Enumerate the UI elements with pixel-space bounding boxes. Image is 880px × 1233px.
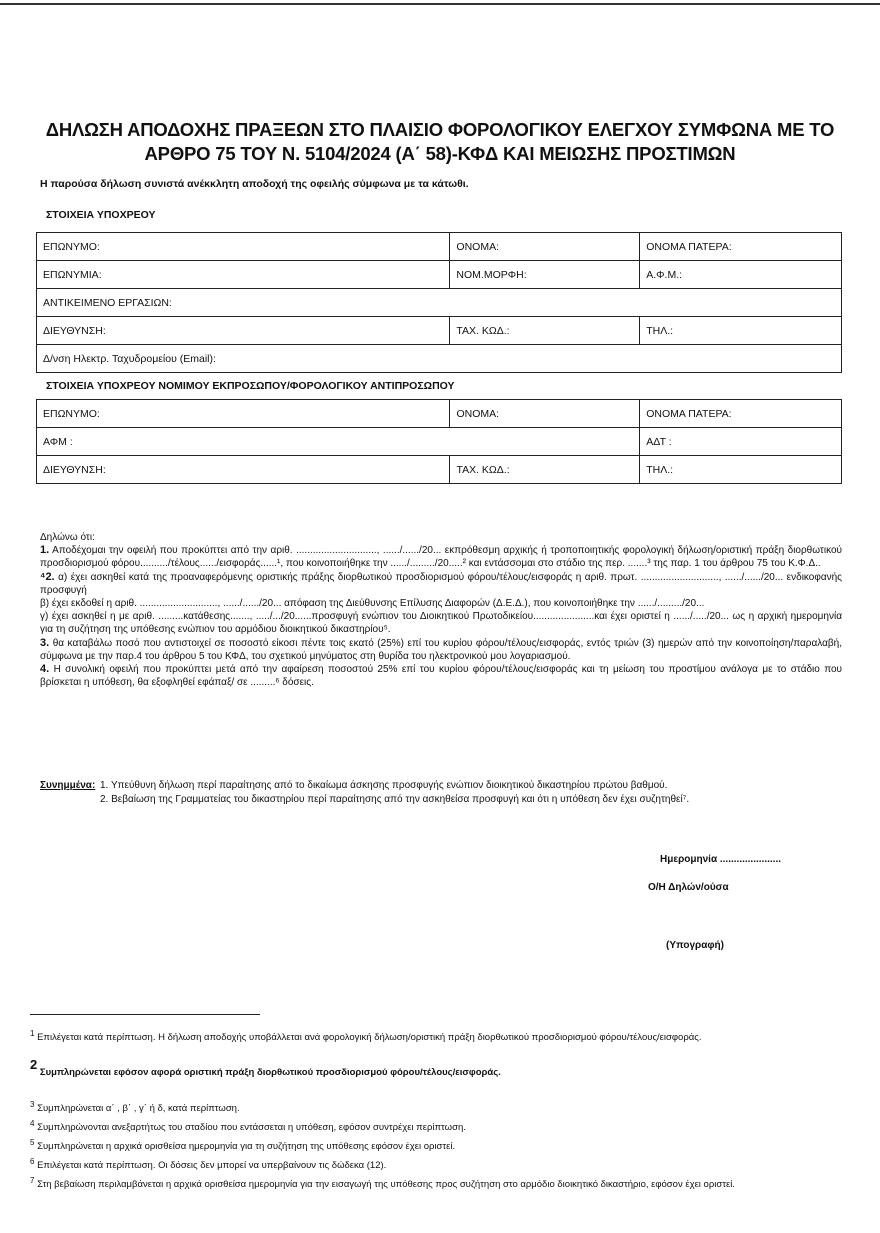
declaration-heading: Δηλώνω ότι: xyxy=(40,532,95,543)
representative-heading: ΣΤΟΙΧΕΙΑ ΥΠΟΧΡΕΟΥ ΝΟΜΙΜΟΥ ΕΚΠΡΟΣΩΠΟΥ/ΦΟΡΟΛΟΓΙΚΟΥ ΑΝΤΙΠΡΟΣΩΠΟΥ xyxy=(46,380,455,392)
footnote-1-text: Επιλέγεται κατά περίπτωση. Η δήλωση αποδοχής υποβάλλεται ανά φορολογική δήλωση/οριστική πράξη διορθωτικού προσδιορισμού φόρου/τέλους/εισφοράς. xyxy=(37,1032,702,1043)
footnote-2-mark: 2 xyxy=(30,1057,38,1072)
item-4-text: Η συνολική οφειλή που προκύπτει μετά από την αφαίρεση ποσοστού 25% επί του κυρίου φόρου/τέλους/εισφοράς και τη μείωση του προστίμου ανάλογα με το στάδιο που βρίσκεται η υπόθεση, θα εξοφληθεί εφάπαξ/ σε .........⁶ δόσεις. xyxy=(40,664,842,689)
footnote-4-mark: 4 xyxy=(30,1118,35,1128)
item-1-text: Αποδέχομαι την οφειλή που προκύπτει από την αριθ. ............................., ....../....../20... εκπρόθεσμη αρχικής ή τροποποιητικής φορολογική δήλωση/οριστική πράξη διορθωτικού προσδιορισμού φόρου........../τέλους....../εισφοράς......¹, που κοινοποιήθηκε την ....../........./20.....² και εντάσσομαι στο στάδιο της περ. .......³ της παρ. 1 του άρθρου 75 του Κ.Φ.Δ.. xyxy=(40,545,842,570)
declaration-item-4 xyxy=(40,663,842,689)
attachments-label: Συνημμένα: xyxy=(40,780,96,791)
attachment-item-1: 1. Υπεύθυνη δήλωση περί παραίτησης από το δικαίωμα άσκησης προσφυγής ενώπιον διοικητικού δικαστηρίου πρώτου βαθμού. xyxy=(100,780,668,791)
footnote-7 xyxy=(30,1175,840,1191)
footnote-1-mark: 1 xyxy=(30,1028,35,1038)
item-4-number: 4. xyxy=(40,663,50,676)
intro-text: Η παρούσα δήλωση συνιστά ανέκκλητη αποδοχή της οφειλής σύμφωνα με τα κάτωθι. xyxy=(40,178,469,190)
declaration-item-3 xyxy=(40,637,842,663)
attachments-list xyxy=(100,779,820,807)
footnote-4 xyxy=(30,1118,840,1134)
footnote-1 xyxy=(30,1028,840,1044)
footnote-6-text: Επιλέγεται κατά περίπτωση. Οι δόσεις δεν μπορεί να υπερβαίνουν τις δώδεκα (12). xyxy=(37,1160,387,1171)
declaration-block xyxy=(40,531,842,689)
rep-surname-field[interactable]: ΕΠΩΝΥΜΟ: xyxy=(37,400,450,428)
footnote-7-text: Στη βεβαίωση περιλαμβάνεται η αρχικά ορισθείσα ημερομηνία για την εισαγωγή της υπόθεσης προς συζήτηση στο αρμόδιο διοικητικό δικαστήριο, εφόσον έχει οριστεί. xyxy=(37,1179,735,1190)
obligor-company-field[interactable]: ΕΠΩΝΥΜΙΑ: xyxy=(37,261,450,289)
rep-adt-field[interactable]: ΑΔΤ : xyxy=(640,428,842,456)
rep-postcode-field[interactable]: ΤΑΧ. ΚΩΔ.: xyxy=(450,456,640,484)
footnote-5-mark: 5 xyxy=(30,1137,35,1147)
footnote-3-text: Συμπληρώνεται α΄ , β΄ , γ΄ ή δ, κατά περίπτωση. xyxy=(37,1103,240,1114)
rep-name-field[interactable]: ΟΝΟΜΑ: xyxy=(450,400,640,428)
obligor-address-field[interactable]: ΔΙΕΥΘΥΝΣΗ: xyxy=(37,317,450,345)
declarant-label: Ο/Η Δηλών/ούσα xyxy=(648,882,729,893)
obligor-email-field[interactable]: Δ/νση Ηλεκτρ. Ταχυδρομείου (Email): xyxy=(37,345,842,373)
declaration-item-2b: β) έχει εκδοθεί η αριθ. ............................, ....../....../20... απόφαση της Διεύθυνσης Επίλυσης Διαφορών (Δ.Ε.Δ.), που κοινοποιήθηκε την ....../........./20... xyxy=(40,598,705,610)
footnote-6-mark: 6 xyxy=(30,1156,35,1166)
item-3-text: θα καταβάλω ποσό που αντιστοιχεί σε ποσοστό είκοσι πέντε τοις εκατό (25%) επί του κυρίου φόρου/τέλους/εισφοράς, εντός τριών (3) ημερών από την κοινοποίηση/παραλαβή, σύμφωνα με την παρ.4 του άρθρου 5 του ΚΦΔ, του σχετικού μηνύματος στη θυρίδα του ηλεκτρονικού μου λογαριασμού. xyxy=(40,637,842,662)
declaration-item-2a xyxy=(40,571,842,597)
footnote-3 xyxy=(30,1099,840,1115)
declaration-item-1 xyxy=(40,544,842,570)
representative-table xyxy=(36,399,842,484)
obligor-father-field[interactable]: ΟΝΟΜΑ ΠΑΤΕΡΑ: xyxy=(640,233,842,261)
document-title: ΔΗΛΩΣΗ ΑΠΟΔΟΧΗΣ ΠΡΑΞΕΩΝ ΣΤΟ ΠΛΑΙΣΙΟ ΦΟΡΟΛΟΓΙΚΟΥ ΕΛΕΓΧΟΥ ΣΥΜΦΩΝΑ ΜΕ ΤΟ ΑΡΘΡΟ 75 ΤΟΥ Ν. 5104/2024 (Α΄ 58)-ΚΦΔ ΚΑΙ ΜΕΙΩΣΗΣ ΠΡΟΣΤΙΜΩΝ xyxy=(45,119,835,164)
top-border xyxy=(0,3,880,5)
rep-father-field[interactable]: ΟΝΟΜΑ ΠΑΤΕΡΑ: xyxy=(640,400,842,428)
footnote-7-mark: 7 xyxy=(30,1175,35,1185)
item-2-number: ⁴2. xyxy=(40,570,55,583)
obligor-phone-field[interactable]: ΤΗΛ.: xyxy=(640,317,842,345)
footnote-5-text: Συμπληρώνεται η αρχικά ορισθείσα ημερομηνία για τη συζήτηση της υπόθεσης εφόσον έχει οριστεί. xyxy=(37,1141,456,1152)
item-2a-text: α) έχει ασκηθεί κατά της προαναφερόμενης οριστικής πράξης διορθωτικού προσδιορισμού φόρου/τέλους/εισφοράς η αριθ. πρωτ. ............................, ....../....../20... ενδικοφανής προσφυγή xyxy=(40,571,843,596)
footnote-2-text: Συμπληρώνεται εφόσον αφορά οριστική πράξη διορθωτικού προσδιορισμού φόρου/τέλους/εισφοράς. xyxy=(39,1067,501,1078)
obligor-table xyxy=(36,232,842,373)
obligor-activity-field[interactable]: ΑΝΤΙΚΕΙΜΕΝΟ ΕΡΓΑΣΙΩΝ: xyxy=(37,289,842,317)
footnote-2 xyxy=(30,1057,840,1078)
obligor-surname-field[interactable]: ΕΠΩΝΥΜΟ: xyxy=(37,233,450,261)
signature-field[interactable]: (Υπογραφή) xyxy=(666,940,724,951)
item-1-number: 1. xyxy=(40,544,50,557)
rep-address-field[interactable]: ΔΙΕΥΘΥΝΣΗ: xyxy=(37,456,450,484)
obligor-name-field[interactable]: ΟΝΟΜΑ: xyxy=(450,233,640,261)
obligor-legal-form-field[interactable]: ΝΟΜ.ΜΟΡΦΗ: xyxy=(450,261,640,289)
rep-phone-field[interactable]: ΤΗΛ.: xyxy=(640,456,842,484)
item-3-number: 3. xyxy=(40,636,50,649)
obligor-afm-field[interactable]: Α.Φ.Μ.: xyxy=(640,261,842,289)
rep-afm-field[interactable]: ΑΦΜ : xyxy=(37,428,640,456)
declaration-item-2c: γ) έχει ασκηθεί η με αριθ. .........κατάθεσης......., ...../.../20......προσφυγή ενώπιον του Διοικητικού Πρωτοδικείου......................και έχει οριστεί η ....../...../20... ως η αρχική ημερομηνία για τη συζήτηση της υπόθεσης ενώπιον του αρμόδιου διοικητικού δικαστηρίου⁵. xyxy=(40,611,842,636)
obligor-postcode-field[interactable]: ΤΑΧ. ΚΩΔ.: xyxy=(450,317,640,345)
date-field[interactable]: Ημερομηνία ...................... xyxy=(660,854,781,865)
attachment-item-2: 2. Βεβαίωση της Γραμματείας του δικαστηρίου περί παραίτησης από την ασκηθείσα προσφυγή και ότι η υπόθεση δεν έχει συζητηθεί⁷. xyxy=(100,794,690,805)
footnote-6 xyxy=(30,1156,840,1172)
footnote-5 xyxy=(30,1137,840,1153)
obligor-heading: ΣΤΟΙΧΕΙΑ ΥΠΟΧΡΕΟΥ xyxy=(46,209,156,221)
footnote-4-text: Συμπληρώνονται ανεξαρτήτως του σταδίου που εντάσσεται η υπόθεση, εφόσον συντρέχει περίπτωση. xyxy=(37,1122,466,1133)
footnote-divider xyxy=(30,1014,260,1015)
footnote-3-mark: 3 xyxy=(30,1099,35,1109)
